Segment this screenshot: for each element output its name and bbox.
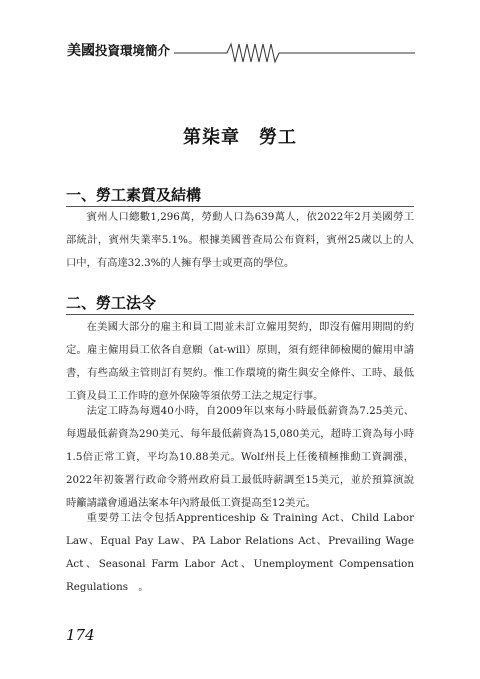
running-header [67,40,415,66]
section-1-paragraph-1: 賓州人口總數1,296萬，勞動人口為639萬人，依2022年2月美國勞工部統計，賓州失業率5.1%。根據美國普查局公布資料，賓州25歲以上的人口中，有高達32.3%的人擁有學士或更高的學位。 [66,211,414,269]
section-2-divider [66,314,414,315]
section-2-title: 二、勞工法令 [66,294,157,312]
section-2-paragraph-1: 在美國大部分的雇主和員工間並未訂立僱用契約，即沒有僱用期間的約定。雇主僱用員工依各自意願（at-will）原則，須有經律師檢閱的僱用申請書，有些高級主管則訂有契約。惟工作環境的衛生與安全條件、工時、最低工資及員工工作時的意外保險等須依勞工法之規定行事。 [66,321,414,402]
header-title-part2: 投資環境簡介 [95,43,171,58]
chapter-title: 第柒章 勞工 [183,127,297,148]
section-2-paragraph-3: 重要勞工法令包括Apprenticeship & Training Act、Child Labor Law、Equal Pay Law、PA Labor Relations Act、Prevailing Wage Act、Seasonal Farm Labor Act、Unemployment Compensation Regulations 。 [66,512,414,593]
section-1-title: 一、勞工素質及結構 [66,186,202,204]
section-2-paragraph-2: 法定工時為每週40小時，自2009年以來每小時最低薪資為7.25美元、每週最低薪資為290美元、每年最低薪資為15,080美元，超時工資為每小時1.5倍正常工資，平均為10.88美元。Wolf州長上任後積極推動工資調漲，2022年初簽署行政命令將州政府員工最低時薪調至15美元，並於預算演說時籲請議會通過法案本年內將最低工資提高至12美元。 [66,405,414,509]
page-number: 174 [66,626,95,644]
header-title-part1: 美國 [67,43,95,59]
header-title [67,40,170,60]
